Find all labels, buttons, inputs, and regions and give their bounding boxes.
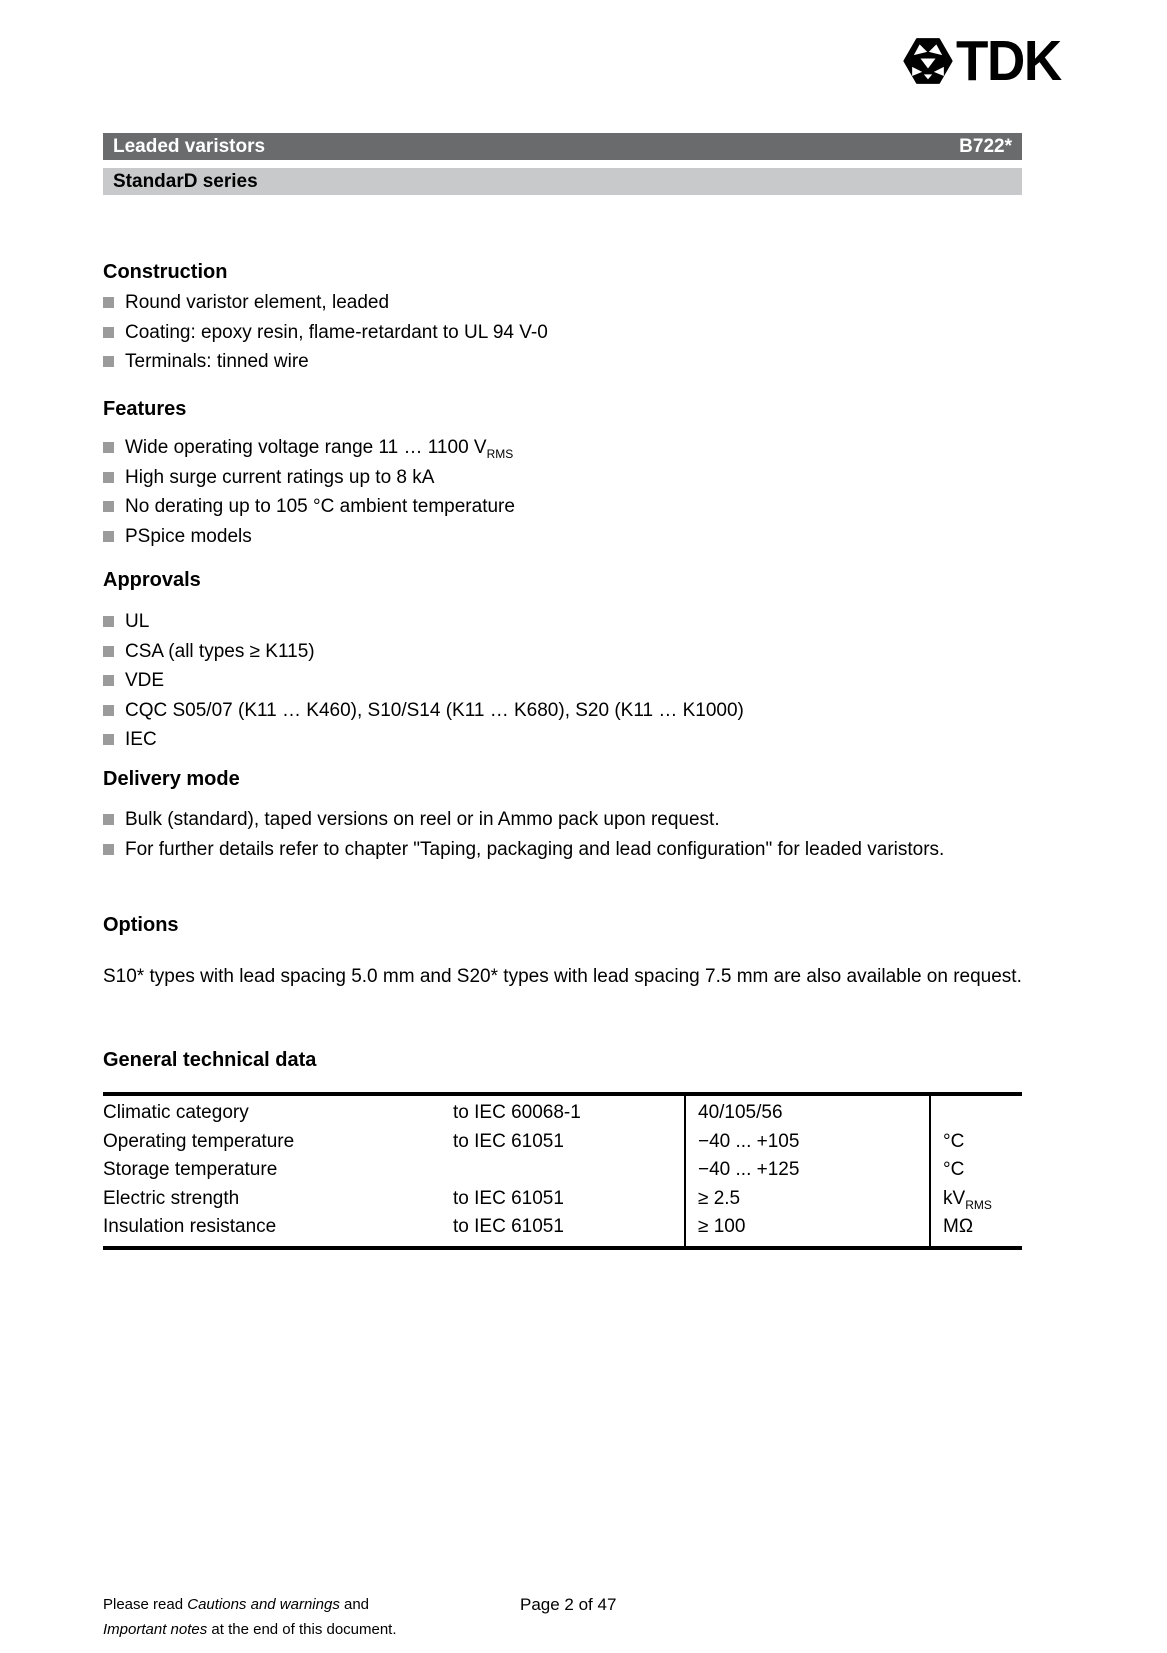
bullet-square-icon — [103, 675, 114, 686]
unit-cell — [930, 1185, 1022, 1214]
section-general-technical-data — [103, 1048, 1022, 1072]
table-row — [103, 1128, 1022, 1157]
product-family-label: Leaded varistors — [113, 135, 266, 157]
value-cell: −40 ... +105 — [685, 1128, 930, 1157]
list-item-text: High surge current ratings up to 8 kA — [125, 466, 435, 488]
unit-text: °C — [943, 1159, 965, 1180]
rms-subscript: RMS — [486, 446, 514, 461]
bullet-square-icon — [103, 297, 114, 308]
property-cell: Operating temperature — [103, 1130, 295, 1152]
list-item — [103, 725, 1022, 755]
list-item-text: Coating: epoxy resin, flame-retardant to UL 94 V-0 — [125, 321, 548, 343]
list-item-text: CSA (all types ≥ K115) — [125, 640, 315, 662]
footer-note-line2 — [103, 1617, 397, 1642]
table-row — [103, 1185, 1022, 1214]
bullet-square-icon — [103, 442, 114, 453]
list-item — [103, 318, 1022, 348]
list-item-text: VDE — [125, 670, 165, 691]
tdk-logo — [903, 29, 1069, 93]
list-item — [103, 835, 1022, 865]
list-item-text: Bulk (standard), taped versions on reel or in Ammo pack upon request. — [125, 809, 720, 830]
standard-cell: to IEC 61051 — [453, 1130, 564, 1152]
standard-cell — [453, 1156, 685, 1185]
bullet-square-icon — [103, 814, 114, 825]
bullet-square-icon — [103, 844, 114, 855]
standard-cell: to IEC 61051 — [453, 1187, 564, 1209]
tdk-logo-text: TDK — [956, 29, 1061, 93]
list-item — [103, 492, 1022, 522]
footer-note — [103, 1592, 397, 1642]
construction-heading: Construction — [103, 261, 228, 283]
footer-note-line1 — [103, 1592, 397, 1617]
footer-text: Please read — [103, 1596, 188, 1613]
delivery-mode-heading: Delivery mode — [103, 768, 240, 790]
list-item — [103, 433, 1022, 463]
list-item — [103, 696, 1022, 726]
unit-cell — [930, 1156, 1022, 1185]
bullet-square-icon — [103, 356, 114, 367]
general-technical-data-heading: General technical data — [103, 1049, 317, 1071]
construction-list — [103, 288, 1022, 377]
list-item-text: Terminals: tinned wire — [125, 351, 309, 372]
list-item — [103, 666, 1022, 696]
list-item — [103, 637, 1022, 667]
bullet-square-icon — [103, 705, 114, 716]
standard-cell: to IEC 61051 — [453, 1216, 564, 1237]
part-number-label: B722* — [959, 135, 1012, 157]
general-technical-data-table — [103, 1092, 1022, 1250]
section-options — [103, 913, 1022, 992]
bullet-square-icon — [103, 501, 114, 512]
bullet-square-icon — [103, 472, 114, 483]
delivery-mode-list — [103, 805, 1022, 864]
series-bar — [103, 168, 1022, 195]
list-item-text: PSpice models — [125, 525, 252, 547]
features-heading: Features — [103, 398, 187, 420]
value-cell: 40/105/56 — [685, 1094, 930, 1128]
unit-text: MΩ — [943, 1216, 974, 1237]
series-label: StandarD series — [113, 170, 258, 192]
table-row — [103, 1213, 1022, 1248]
list-item — [103, 463, 1022, 493]
value-cell: −40 ... +125 — [685, 1156, 930, 1185]
list-item-text: IEC — [125, 729, 157, 750]
section-construction — [103, 260, 1022, 377]
list-item — [103, 607, 1022, 637]
footer-text: and — [339, 1596, 370, 1613]
table-row — [103, 1094, 1022, 1128]
unit-text: °C — [943, 1130, 965, 1152]
list-item — [103, 805, 1022, 835]
value-cell: ≥ 2.5 — [685, 1185, 930, 1214]
list-item-text: No derating up to 105 °C ambient temperature — [125, 496, 515, 517]
approvals-list — [103, 607, 1022, 755]
list-item-text: UL — [125, 611, 150, 632]
unit-cell — [930, 1213, 1022, 1248]
bullet-square-icon — [103, 327, 114, 338]
product-family-bar — [103, 133, 1022, 160]
property-cell: Climatic category — [103, 1102, 249, 1123]
list-item — [103, 522, 1022, 552]
footer-italic-text: Cautions and warnings — [187, 1596, 340, 1613]
section-delivery-mode — [103, 767, 1022, 864]
options-paragraph: S10* types with lead spacing 5.0 mm and S20* types with lead spacing 7.5 mm are also available on request. — [103, 966, 1022, 987]
property-cell: Electric strength — [103, 1187, 240, 1209]
approvals-heading: Approvals — [103, 569, 201, 591]
page-indicator: Page 2 of 47 — [520, 1595, 617, 1614]
list-item-text: For further details refer to chapter "Taping, packaging and lead configuration" for leaded varistors. — [125, 838, 945, 860]
unit-subscript: RMS — [965, 1197, 992, 1212]
footer-text: at the end of this document. — [207, 1621, 397, 1638]
property-cell: Insulation resistance — [103, 1216, 277, 1237]
bullet-square-icon — [103, 616, 114, 627]
section-features — [103, 397, 1022, 551]
property-cell: Storage temperature — [103, 1159, 278, 1180]
bullet-square-icon — [103, 646, 114, 657]
footer-italic-text: Important notes — [103, 1621, 208, 1638]
list-item-text: Round varistor element, leaded — [125, 292, 390, 313]
list-item-text: CQC S05/07 (K11 … K460), S10/S14 (K11 … K680), S20 (K11 … K1000) — [125, 699, 744, 721]
bullet-square-icon — [103, 531, 114, 542]
list-item — [103, 347, 1022, 377]
options-heading: Options — [103, 914, 179, 936]
table-row — [103, 1156, 1022, 1185]
section-approvals — [103, 568, 1022, 755]
standard-cell: to IEC 60068-1 — [453, 1102, 581, 1123]
unit-text: kV — [943, 1187, 966, 1209]
features-list — [103, 433, 1022, 551]
tdk-hexagon-icon — [903, 37, 953, 85]
list-item-text: Wide operating voltage range 11 … 1100 V — [125, 437, 487, 458]
list-item — [103, 288, 1022, 318]
bullet-square-icon — [103, 734, 114, 745]
value-cell: ≥ 100 — [685, 1213, 930, 1248]
unit-cell — [930, 1094, 1022, 1128]
unit-cell — [930, 1128, 1022, 1157]
